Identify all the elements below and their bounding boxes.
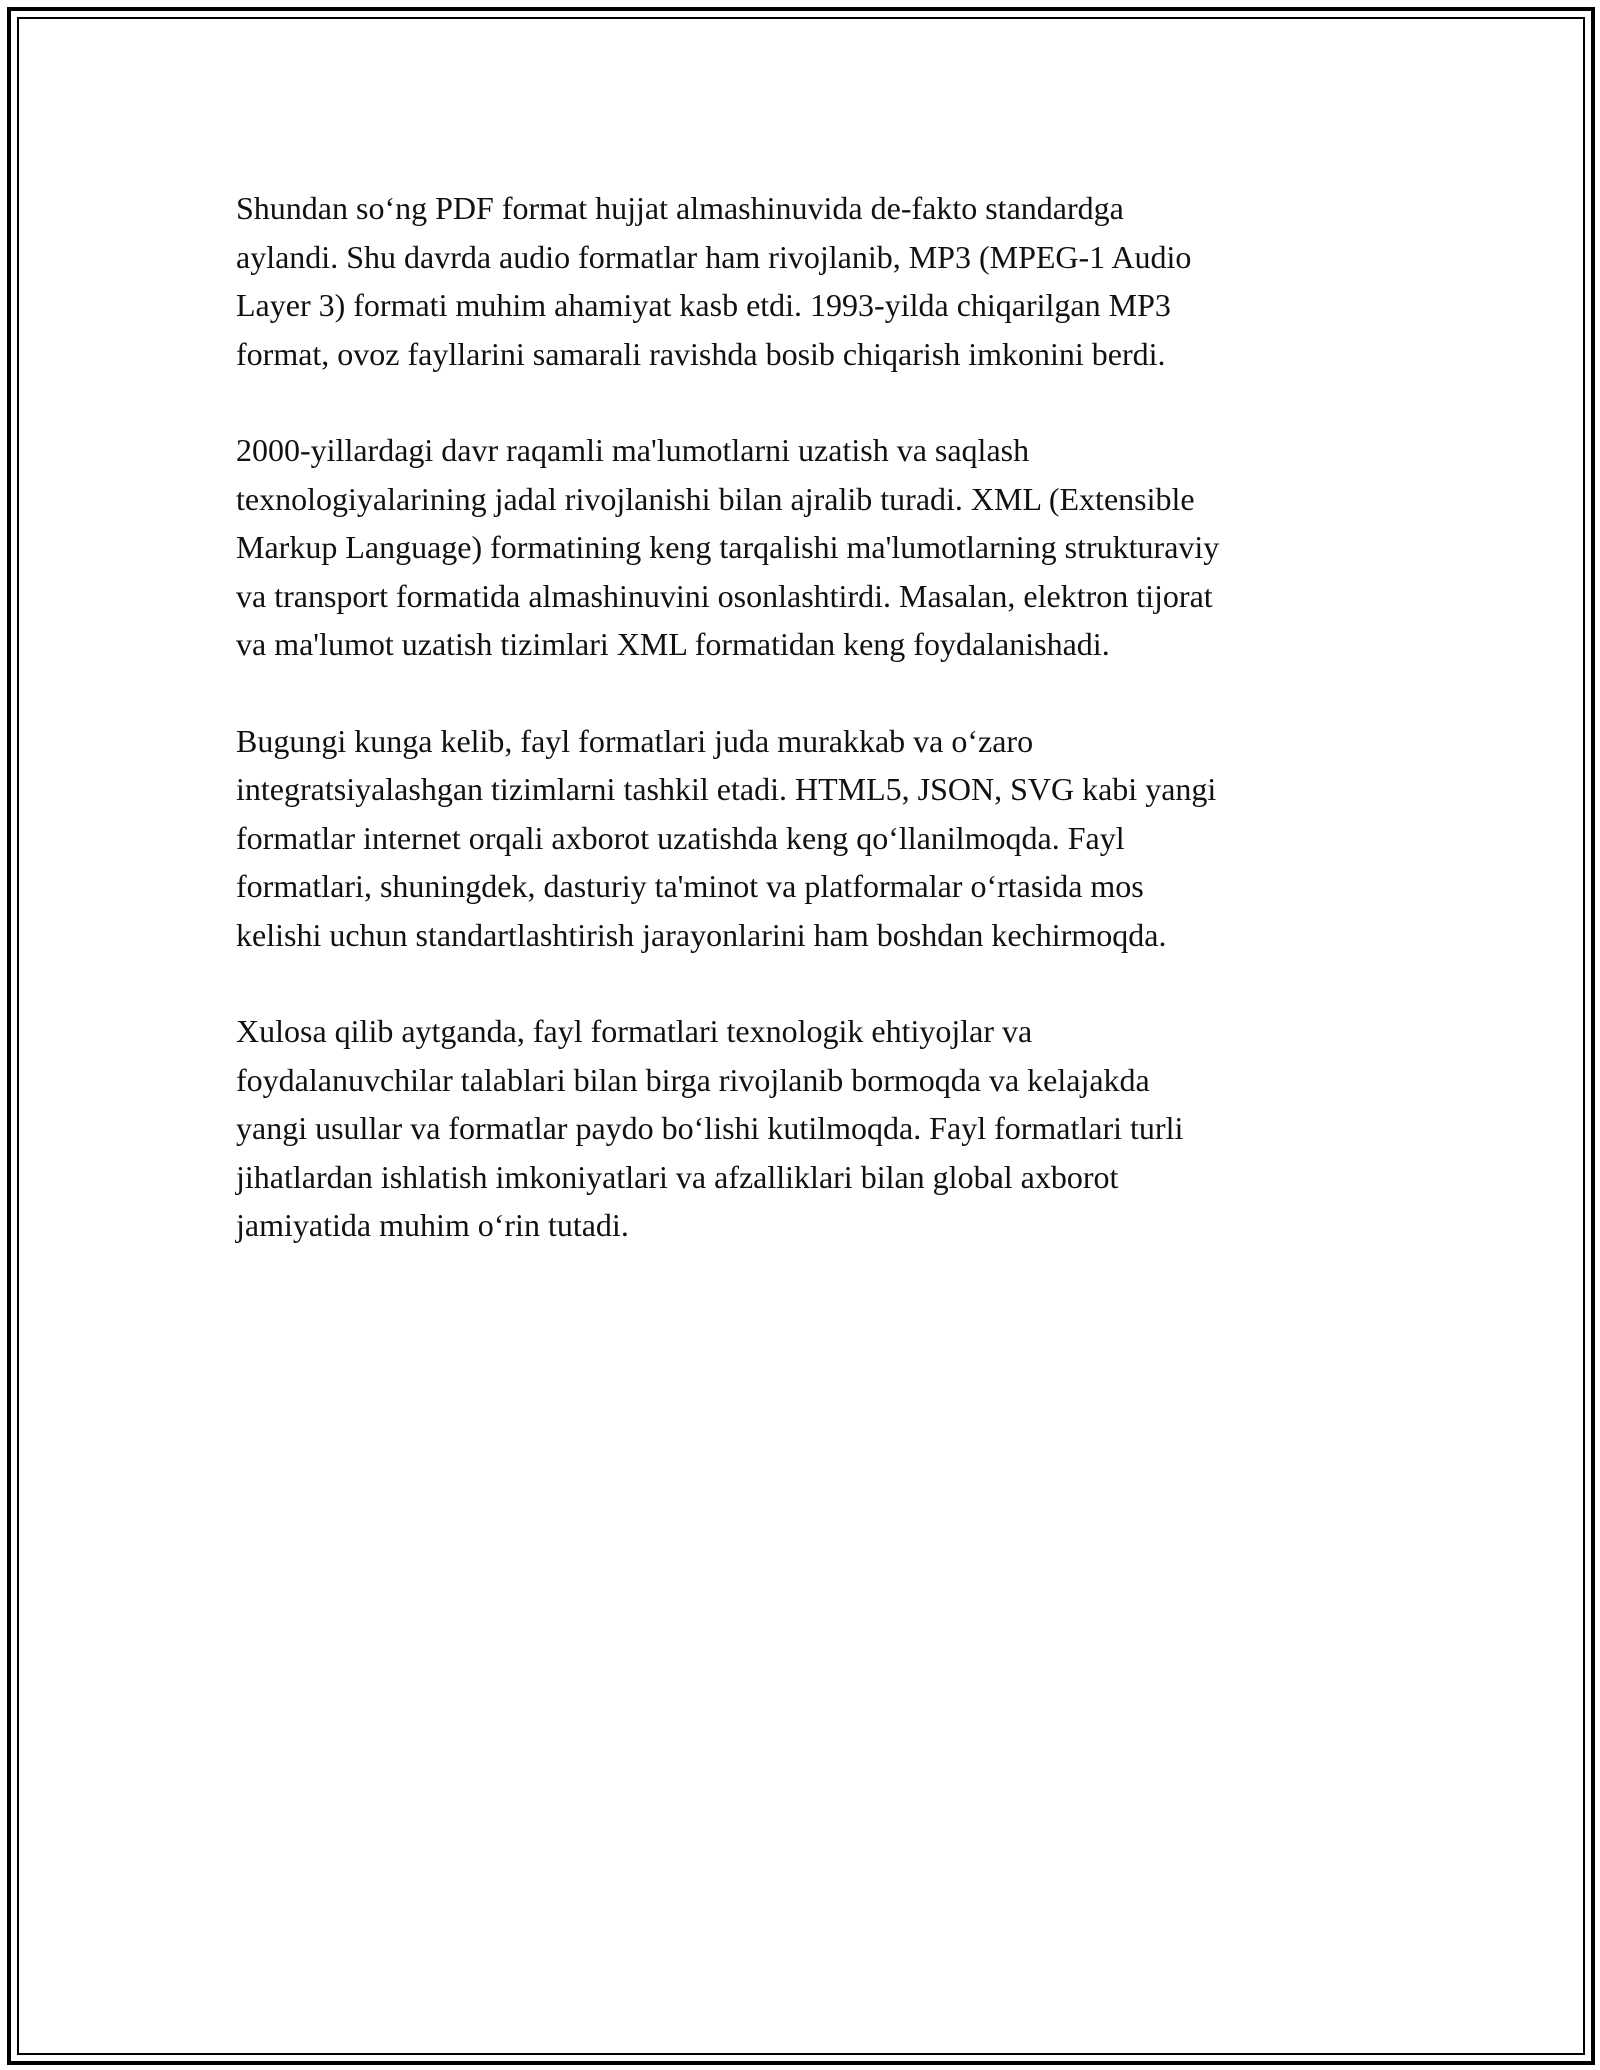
paragraph-conclusion: Xulosa qilib aytganda, fayl formatlari texnologik ehtiyojlar va foydalanuvchilar talablari bilan birga rivojlanib bormoqda va kelajakda yangi usullar va formatlar paydo bo‘lishi kutilmoqda. Fayl formatlari turli jihatlardan ishlatish imkoniyatlari va afzalliklari bilan global axborot jamiyatida muhim o‘rin tutadi. [236,1013,1184,1243]
paragraph-pdf-mp3: Shundan so‘ng PDF format hujjat almashinuvida de-fakto standardga aylandi. Shu davrda audio formatlar ham rivojlanib, MP3 (MPEG-1 Audio Layer 3) formati muhim ahamiyat kasb etdi. 1993-yilda chiqarilgan MP3 format, ovoz fayllarini samarali ravishda bosib chiqarish imkonini berdi. [236,190,1192,372]
paragraph-modern-formats: Bugungi kunga kelib, fayl formatlari juda murakkab va o‘zaro integratsiyalashgan tizimlarni tashkil etadi. HTML5, JSON, SVG kabi yangi formatlar internet orqali axborot uzatishda keng qo‘llanilmoqda. Fayl formatlari, shuningdek, dasturiy ta'minot va platformalar o‘rtasida mos kelishi uchun standartlashtirish jarayonlarini ham boshdan kechirmoqda. [236,722,1217,953]
paragraph-xml: 2000-yillardagi davr raqamli ma'lumotlarni uzatish va saqlash texnologiyalarining jadal rivojlanishi bilan ajralib turadi. XML (Extensible Markup Language) formatining keng tarqalishi ma'lumotlarning strukturaviy va transport formatida almashinuvini osonlashtirdi. Masalan, elektron tijorat va ma'lumot uzatish tizimlari XML formatidan keng foydalanishadi. [236,432,1220,662]
document-body [236,184,1376,1298]
